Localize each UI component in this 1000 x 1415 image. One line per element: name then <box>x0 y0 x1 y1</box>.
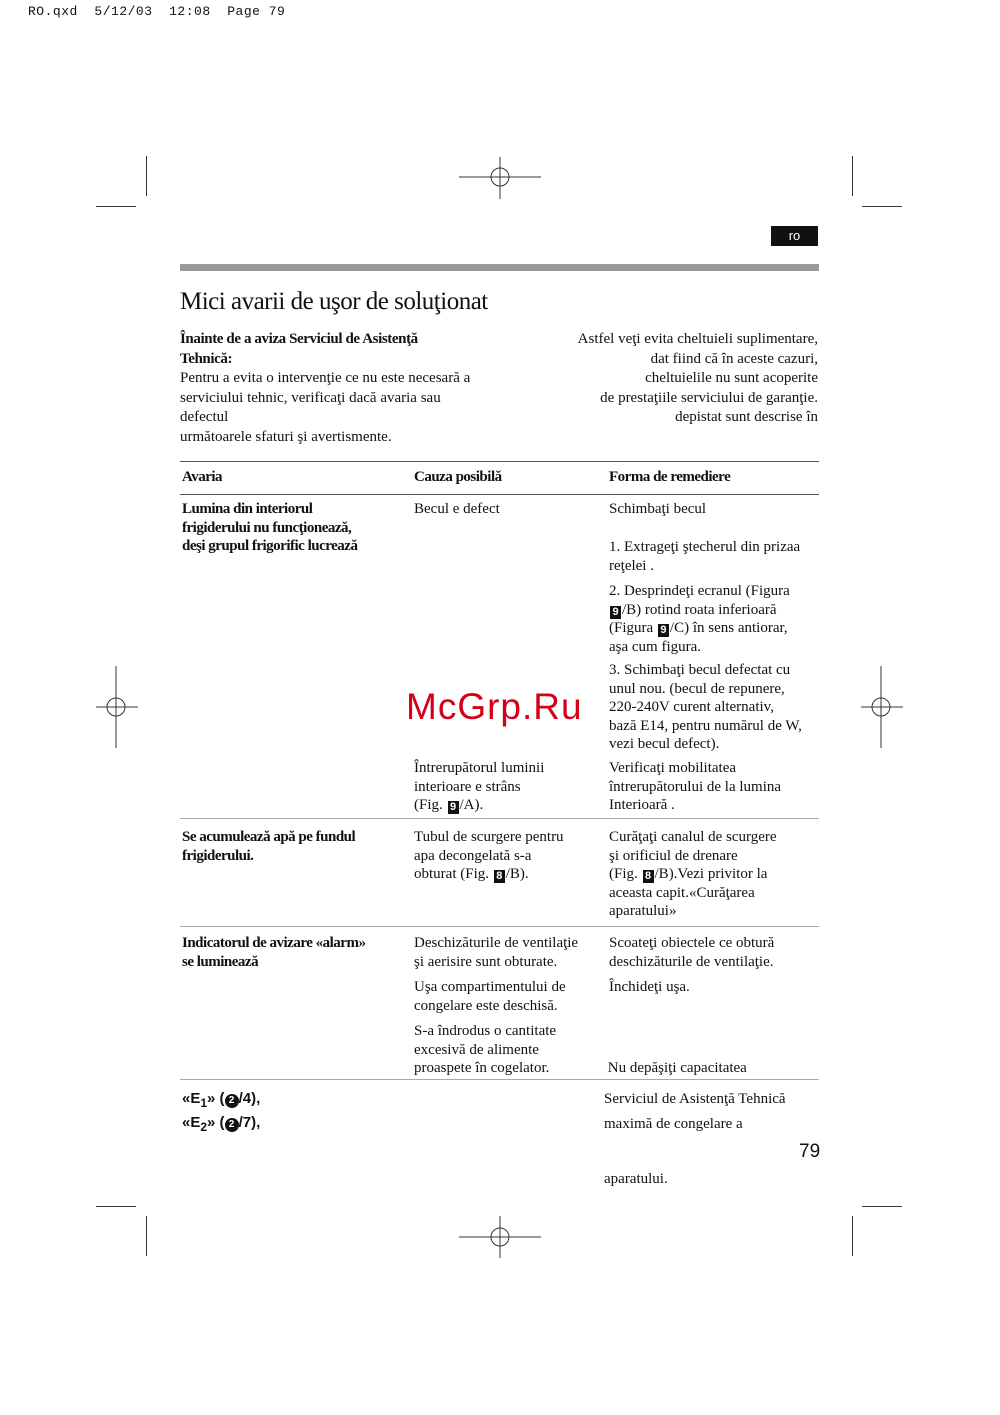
watermark: McGrp.Ru <box>406 686 583 727</box>
intro-line: următoarele sfaturi şi avertismente. <box>180 428 392 445</box>
row-1-remedy-1: Schimbaţi becul <box>609 501 707 517</box>
row-1-step-3: 3. Schimbaţi becul defectat cu unul nou. (becul de repunere, 220-240V curent alternativ, bază E14, pentru numărul de W, vezi becul defect). <box>609 662 802 752</box>
header-cause: Cauza posibilă <box>414 469 502 485</box>
row-2-remedy: Curăţaţi canalul de scurgere şi orificiul de drenare (Fig. 8 /B).Vezi privitor la aceasta capit.«Curăţarea aparatului» <box>609 829 777 919</box>
table-top-rule <box>180 461 819 462</box>
header-remedy: Forma de remediere <box>609 469 731 485</box>
row-1-cause-2: Întrerupătorul luminii interioare e strâns (Fig. 9 /A). <box>414 760 545 813</box>
row-1-step-1: 1. Extrageţi ştecherul din prizaa reţelei . <box>609 539 801 574</box>
row-3-cause-1: Deschizăturile de ventilaţie şi aerisire sunt obturate. <box>414 935 579 970</box>
table-row-3-fault: Indicatorul de avizare «alarm» se luminează <box>182 935 366 970</box>
figure-9-icon: 9 <box>448 801 459 814</box>
page-number: 79 <box>799 1141 821 1162</box>
intro-line: dat fiind că în aceste cazuri, <box>650 350 818 367</box>
row-4-remedy: Serviciul de Asistenţă Tehnică <box>604 1091 786 1107</box>
table-header-rule <box>180 494 819 495</box>
intro-left <box>180 330 510 447</box>
row-2-cause: Tubul de scurgere pentru apa decongelată s-a obturat (Fig. 8 /B). <box>414 829 564 882</box>
intro-bold-line2: Tehnică: <box>180 350 233 367</box>
print-header: RO.qxd 5/12/03 12:08 Page 79 <box>28 4 286 19</box>
intro-line: defectul <box>180 409 229 425</box>
language-tag: ro <box>771 226 818 246</box>
row-1-remedy-2: Verificaţi mobilitatea întrerupătorului de la lumina Interioară . <box>609 760 782 813</box>
section-bar <box>180 264 819 271</box>
number-2-circle-icon: 2 <box>225 1118 239 1132</box>
row-divider <box>180 926 819 927</box>
error-code-e2: «$E_2$» ( 2 /7), <box>182 1114 261 1134</box>
intro-line: serviciului tehnic, verificaţi dacă avaria sau <box>180 389 441 406</box>
intro-line: Astfel veţi evita cheltuieli suplimentare, <box>577 331 818 347</box>
row-1-step-2: 2. Desprindeţi ecranul (Figura 9 /B) rotind roata inferioară (Figura 9 /C) în sens antiorar, aşa cum figura. <box>609 583 790 655</box>
intro-right <box>545 330 818 428</box>
registration-mark-bottom <box>459 1216 541 1258</box>
registration-mark-left <box>96 666 138 748</box>
intro-line: de prestaţiile serviciului de garanţie. <box>600 389 818 406</box>
registration-mark-top <box>459 157 541 199</box>
table-row-4-codes <box>182 1089 260 1137</box>
row-3-remedy-3: Nu depăşiţi capacitatea maximă de congelare a aparatului. <box>604 1060 747 1187</box>
figure-9-icon: 9 <box>658 624 669 637</box>
intro-line: depistat sunt descrise în <box>675 409 818 425</box>
table-row-1-fault: Lumina din interiorul frigiderului nu funcţionează, deşi grupul frigorific lucrează <box>182 501 358 554</box>
header-fault: Avaria <box>182 469 223 485</box>
row-3-remedy-2: Închideţi uşa. <box>609 979 690 995</box>
intro-bold-line1: Înainte de a aviza Serviciul de Asistenţă <box>180 331 418 347</box>
row-divider <box>180 818 819 819</box>
row-3-remedy-1: Scoateţi obiectele ce obtură deschizăturile de ventilaţie. <box>609 935 775 970</box>
row-3-cause-2: Uşa compartimentului de congelare este deschisă. <box>414 979 566 1014</box>
table-row-2-fault: Se acumulează apă pe fundul frigiderului. <box>182 829 356 864</box>
intro-line: cheltuielile nu sunt acoperite <box>645 370 818 386</box>
figure-9-icon: 9 <box>610 606 621 619</box>
number-2-circle-icon: 2 <box>225 1094 239 1108</box>
error-code-e1: «$E_1$» ( 2 /4), <box>182 1090 261 1110</box>
row-3-cause-3: S-a îndrodus o cantitate excesivă de alimente proaspete în cogelator. <box>414 1023 557 1076</box>
page-title: Mici avarii de uşor de soluţionat <box>180 288 488 315</box>
figure-8-icon: 8 <box>643 870 654 883</box>
row-1-cause-1: Becul e defect <box>414 501 500 517</box>
intro-line: Pentru a evita o intervenţie ce nu este necesară a <box>180 370 471 386</box>
figure-8-icon: 8 <box>494 870 505 883</box>
registration-mark-right <box>861 666 903 748</box>
